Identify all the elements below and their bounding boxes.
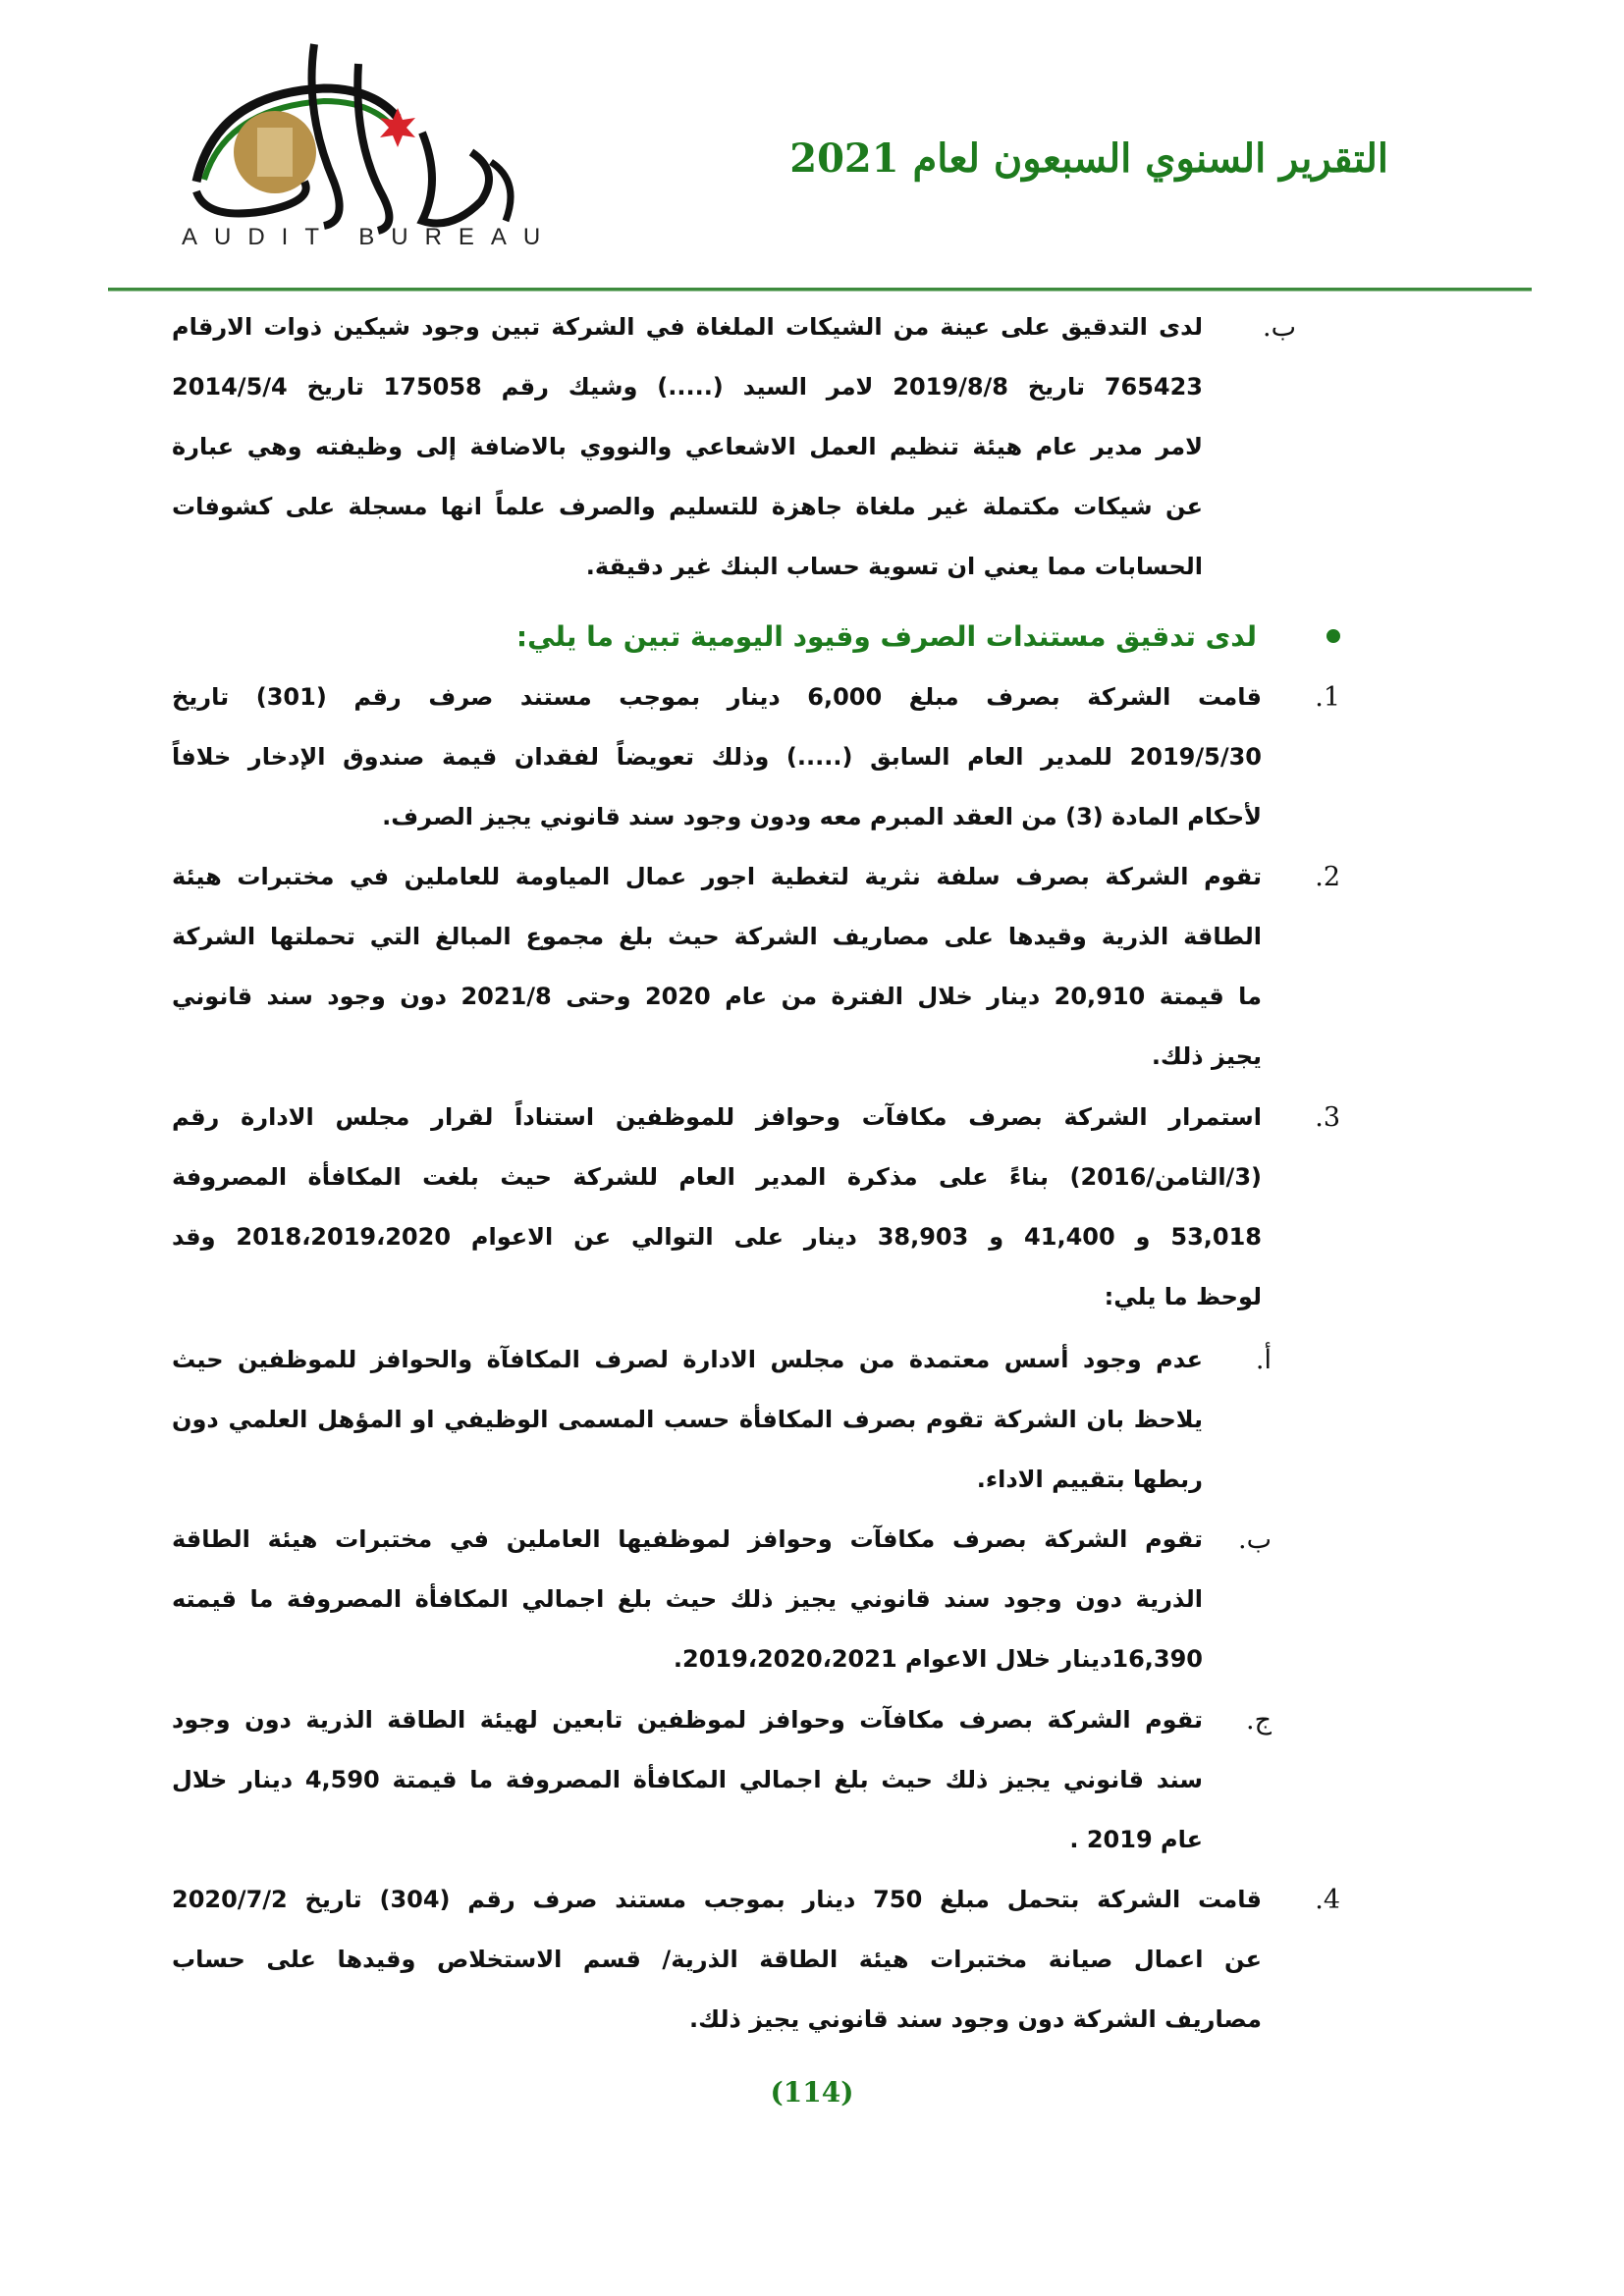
text-line: سند قانوني يجيز ذلك حيث بلغ اجمالي المكافأة المصروفة ما قيمتة 4,590 دينار خلال bbox=[172, 1766, 1203, 1793]
text-line: يجيز ذلك. bbox=[1151, 1042, 1262, 1070]
paragraph-b bbox=[172, 297, 1296, 597]
section-heading bbox=[172, 607, 1340, 667]
text-line: تقوم الشركة بصرف مكافآت وحوافز لموظفيها العاملين في مختبرات هيئة الطاقة bbox=[172, 1525, 1203, 1553]
text-line: لوحظ ما يلي: bbox=[1104, 1283, 1262, 1310]
text-line: قامت الشركة بتحمل مبلغ 750 دينار بموجب مستند صرف رقم (304) تاريخ 2020/7/2 bbox=[172, 1886, 1262, 1913]
text-line: الذرية دون وجود سند قانوني يجيز ذلك حيث بلغ اجمالي المكافأة المصروفة ما قيمته bbox=[172, 1585, 1203, 1613]
list-item-1 bbox=[172, 667, 1340, 847]
text-line: لامر مدير عام هيئة تنظيم العمل الاشعاعي والنووي بالاضافة إلى وظيفته وهي عبارة bbox=[172, 433, 1203, 460]
text-line: 2019/5/30 للمدير العام السابق (.....) وذلك تعويضاً لفقدان قيمة صندوق الإدخار خلافاً bbox=[172, 743, 1262, 771]
sub-item-b bbox=[172, 1510, 1272, 1689]
text-line: عدم وجود أسس معتمدة من مجلس الادارة لصرف المكافآة والحوافز للموظفين حيث bbox=[172, 1346, 1203, 1373]
text-line: لدى التدقيق على عينة من الشيكات الملغاة في الشركة تبين وجود شيكين ذوات الارقام bbox=[172, 313, 1203, 341]
text-line: تقوم الشركة بصرف سلفة نثرية لتغطية اجور عمال المياومة للعاملين في مختبرات هيئة bbox=[172, 863, 1262, 890]
text-line: ربطها بتقييم الاداء. bbox=[976, 1466, 1203, 1493]
list-marker: ب. bbox=[1237, 1524, 1272, 1555]
list-item-3 bbox=[172, 1088, 1340, 1327]
star-icon bbox=[380, 108, 415, 147]
list-marker: 3. bbox=[1315, 1102, 1340, 1133]
text-line: عن اعمال صيانة مختبرات هيئة الطاقة الذرية/ قسم الاستخلاص وقيدها على حساب bbox=[172, 1946, 1262, 1973]
text-line: استمرار الشركة بصرف مكافآت وحوافز للموظفين استناداً لقرار مجلس الادارة رقم bbox=[172, 1103, 1262, 1131]
text-line: 53,018 و 41,400 و 38,903 دينار على التوالي عن الاعوام 2018،2019،2020 وقد bbox=[172, 1223, 1262, 1251]
text-line: عام 2019 . bbox=[1069, 1826, 1203, 1853]
sub-item-a bbox=[172, 1330, 1272, 1510]
text-line: تقوم الشركة بصرف مكافآت وحوافز لموظفين تابعين لهيئة الطاقة الذرية دون وجود bbox=[172, 1706, 1203, 1734]
list-marker: ج. bbox=[1245, 1705, 1272, 1735]
sub-item-c bbox=[172, 1690, 1272, 1870]
list-marker: 1. bbox=[1315, 682, 1340, 713]
text-line: ما قيمتة 20,910 دينار خلال الفترة من عام 2020 وحتى 2021/8 دون وجود سند قانوني bbox=[172, 983, 1262, 1010]
text-line: يلاحظ بان الشركة تقوم بصرف المكافأة حسب المسمى الوظيفي او المؤهل العلمي دون bbox=[172, 1406, 1203, 1433]
logo-caption: AUDIT BUREAU bbox=[182, 224, 558, 250]
list-item-4 bbox=[172, 1870, 1340, 2050]
heading-text: لدى تدقيق مستندات الصرف وقيود اليومية تبين ما يلي: bbox=[515, 620, 1257, 653]
page-number: (114) bbox=[770, 2076, 854, 2109]
list-marker: ب. bbox=[1262, 312, 1296, 343]
list-marker: 2. bbox=[1315, 862, 1340, 892]
list-marker: 4. bbox=[1315, 1885, 1340, 1915]
bullet-icon bbox=[1326, 629, 1340, 643]
text-line: قامت الشركة بصرف مبلغ 6,000 دينار بموجب مستند صرف رقم (301) تاريخ bbox=[172, 683, 1262, 711]
text-line: 16,390دينار خلال الاعوام 2019،2020،2021. bbox=[673, 1645, 1203, 1673]
text-line: 765423 تاريخ 2019/8/8 لامر السيد (.....) وشيك رقم 175058 تاريخ 2014/5/4 bbox=[172, 373, 1203, 400]
header-divider bbox=[108, 288, 1532, 292]
text-line: (3/الثامن/2016) بناءً على مذكرة المدير العام للشركة حيث بلغت المكافأة المصروفة bbox=[172, 1163, 1262, 1191]
text-line: الحسابات مما يعني ان تسوية حساب البنك غير دقيقة. bbox=[585, 553, 1203, 580]
text-line: الطاقة الذرية وقيدها على مصاريف الشركة حيث بلغ مجموع المبالغ التي تحملتها الشركة bbox=[172, 923, 1262, 950]
text-line: مصاريف الشركة دون وجود سند قانوني يجيز ذلك. bbox=[689, 2005, 1262, 2033]
text-line: عن شيكات مكتملة غير ملغاة جاهزة للتسليم والصرف علماً انها مسجلة على كشوفات bbox=[172, 493, 1203, 520]
list-marker: أ. bbox=[1255, 1345, 1272, 1375]
text-line: لأحكام المادة (3) من العقد المبرم معه ودون وجود سند قانوني يجيز الصرف. bbox=[382, 803, 1262, 830]
report-title: التقرير السنوي السبعون لعام 2021 bbox=[789, 135, 1388, 182]
list-item-2 bbox=[172, 847, 1340, 1087]
